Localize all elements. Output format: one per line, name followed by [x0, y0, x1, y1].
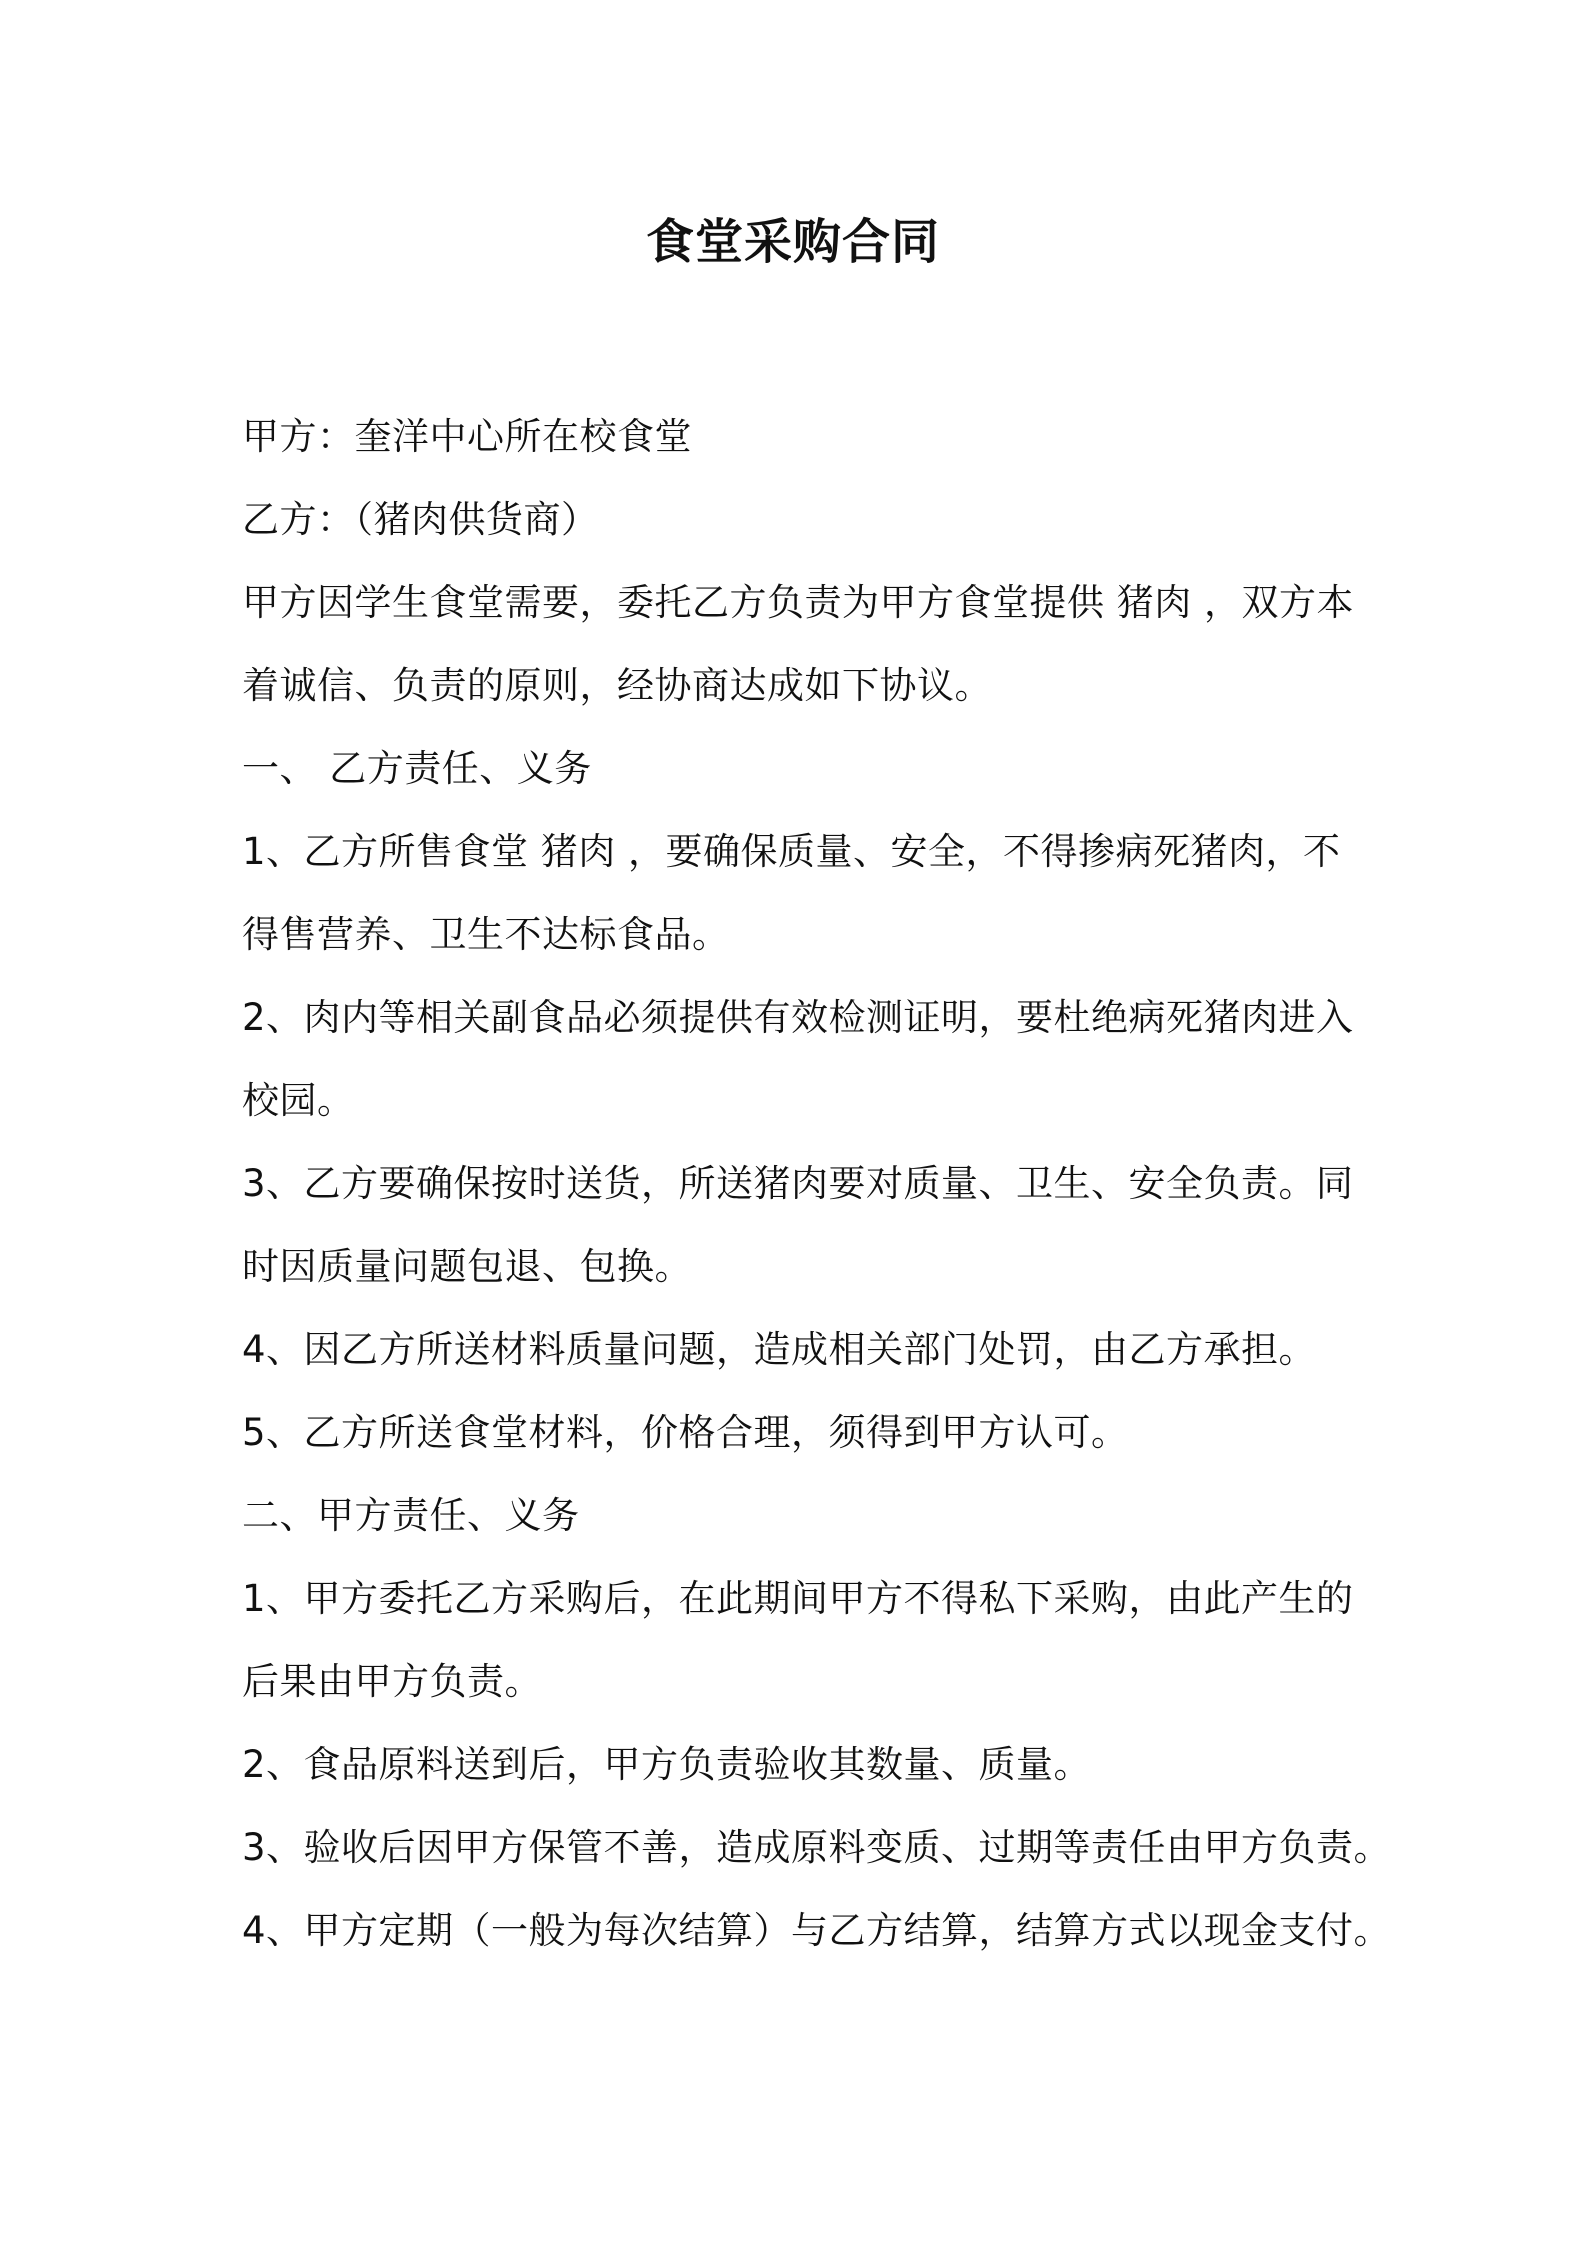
clause-b1-line-2: 得售营养、卫生不达标食品。 — [242, 913, 730, 956]
document-body — [242, 407, 1392, 1984]
clause-b2-line-2: 校园。 — [242, 1079, 355, 1122]
clause-b1-line-1: 1、乙方所售食堂 猪肉 ，要确保质量、安全，不得掺病死猪肉，不 — [242, 830, 1341, 873]
party-b-line: 乙方：（猪肉供货商） — [242, 498, 599, 541]
clause-b2-line-1: 2、肉内等相关副食品必须提供有效检测证明，要杜绝病死猪肉进入 — [242, 996, 1354, 1039]
clause-a3: 3、验收后因甲方保管不善，造成原料变质、过期等责任由甲方负责。 — [242, 1826, 1392, 1869]
document-title: 食堂采购合同 — [645, 214, 940, 270]
clause-b3-line-1: 3、乙方要确保按时送货，所送猪肉要对质量、卫生、安全负责。同 — [242, 1162, 1354, 1205]
clause-b4: 4、因乙方所送材料质量问题，造成相关部门处罚，由乙方承担。 — [242, 1328, 1317, 1371]
preamble-line-1: 甲方因学生食堂需要，委托乙方负责为甲方食堂提供 猪肉 ，双方本 — [242, 581, 1355, 624]
clause-a1-line-2: 后果由甲方负责。 — [242, 1660, 542, 1703]
clause-a2: 2、食品原料送到后，甲方负责验收其数量、质量。 — [242, 1743, 1092, 1786]
party-a-line: 甲方：奎洋中心所在校食堂 — [242, 415, 692, 458]
clause-b3-line-2: 时因质量问题包退、包换。 — [242, 1245, 692, 1288]
clause-a4: 4、甲方定期（一般为每次结算）与乙方结算，结算方式以现金支付。 — [242, 1909, 1392, 1952]
clause-a1-line-1: 1、甲方委托乙方采购后，在此期间甲方不得私下采购，由此产生的 — [242, 1577, 1354, 1620]
clause-b5: 5、乙方所送食堂材料，价格合理，须得到甲方认可。 — [242, 1411, 1129, 1454]
section-heading-party-a: 二、甲方责任、义务 — [242, 1494, 580, 1537]
section-heading-party-b: 一、 乙方责任、义务 — [242, 747, 592, 790]
preamble-line-2: 着诚信、负责的原则，经协商达成如下协议。 — [242, 664, 992, 707]
